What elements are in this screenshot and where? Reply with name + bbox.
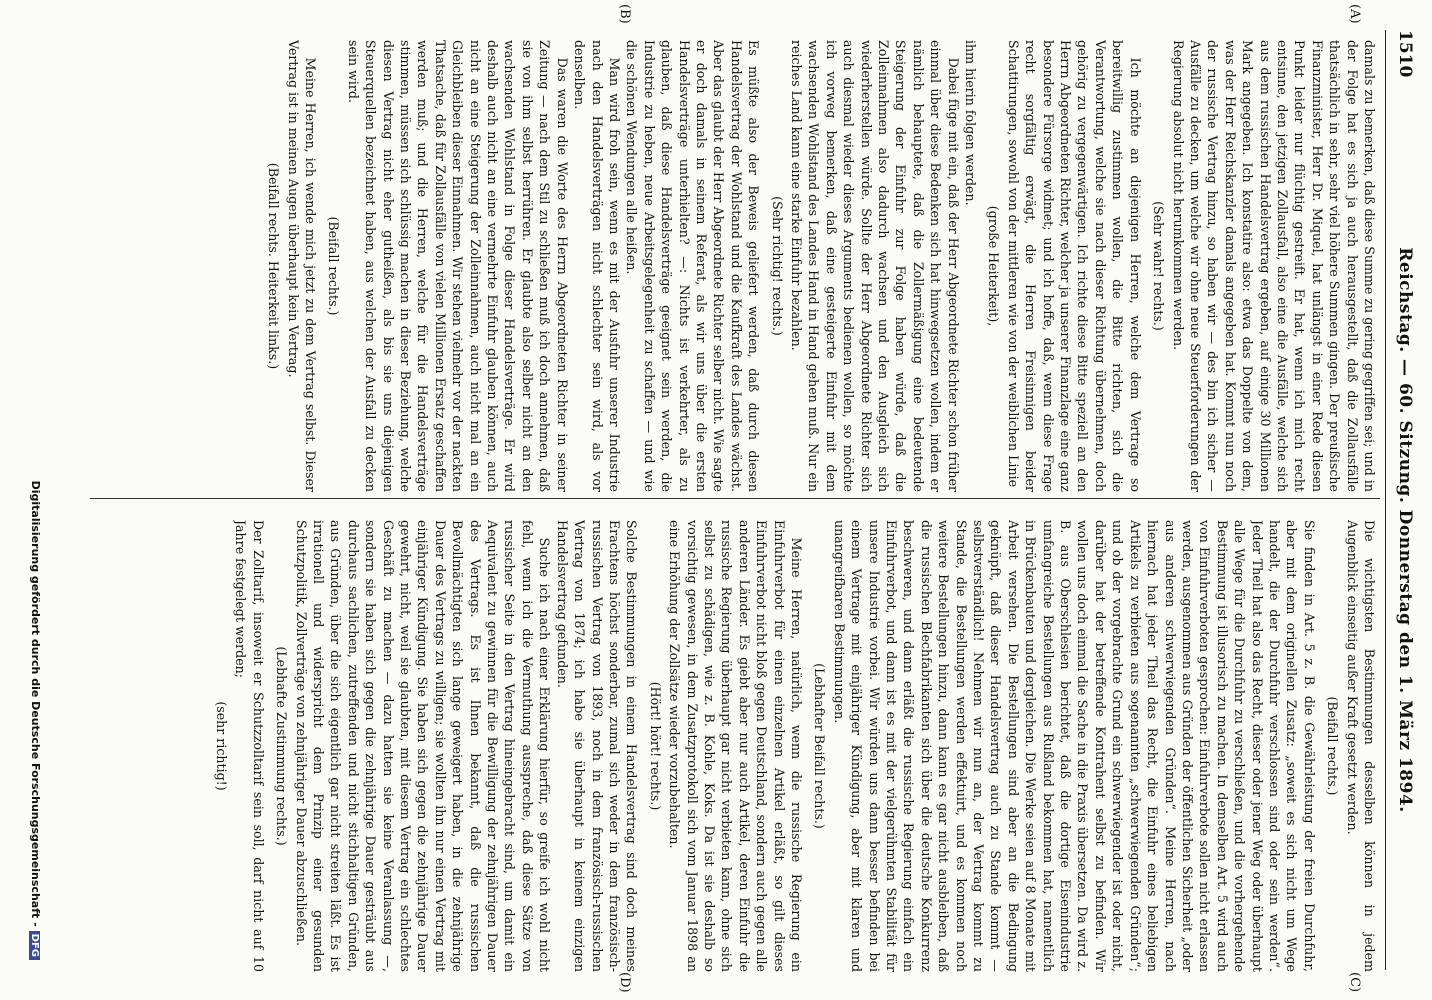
page-number: 1510 xyxy=(1395,30,1415,78)
digitization-credit xyxy=(29,40,42,960)
margin-marker-d: (D) xyxy=(617,972,632,993)
margin-marker-c: (C) xyxy=(1347,972,1362,993)
page-title: Reichstag. — 60. Sitzung. Donnerstag den 1. März 1894. xyxy=(1395,247,1415,813)
interjection: (Lebhafte Zustimmung rechts.) xyxy=(274,646,290,846)
margin-marker-b: (B) xyxy=(617,4,632,24)
paragraph: Ich möchte an diejenigen Herren, welche dem Vertrage so bereitwillig zustimmen wollen, die Bitte richten, sich die Verantwortung, welche sie nach dieser Richtung übernehmen, doch gehörig zu vergegenwärtigen. Ich richte diese Bitte speziell an den Herrn Abgeordneten Richter, welcher ja unserer Finanzlage eine ganz besondere Fürsorge widmet; und ich hoffe, daß, wenn diese Frage recht sorgfältig erwägt, die Herren Freisinnigen beider Schattirungen, sowohl von der mittleren wie von der weiblichen Linie xyxy=(1005,40,1143,492)
margin-marker-a: (A) xyxy=(1347,4,1362,24)
credit-text: Digitalisierung gefördert durch die Deutsche Forschungsgemeinschaft - xyxy=(29,480,42,927)
paragraph: Es müßte also der Beweis geliefert werden, daß durch diesen Handelsvertrag der Wohlstand und die Kaufkraft des Landes wächst. Aber das glaubt der Herr Abgeordnete Richter selber nicht. Wie sagte er doch damals in seinem Referat, als wir uns über die ersten Handelsverträge unterhielten? —: Nichts ist verkehrter, als zu glauben, daß diese Handelsverträge geeignet sein werden, die Industrie zu heben, neue Arbeitsgelegenheit zu schaffen — und wie die schönen Wendungen alle heißen. xyxy=(624,40,762,492)
interjection: (Lebhafter Beifall rechts.) xyxy=(812,663,828,829)
paragraph: Suche ich nach einer Erklärung hierfür, so greife ich wohl nicht fehl, wenn ich die Vermuthung ausspreche, daß diese Sätze von russischer Seite in den Vertrag hineingebracht sind, um damit ein Aequivalent zu gewinnen für die Bewilligung der zehnjährigen Dauer des Vertrags. Es ist Ihnen bekannt, daß die russischen Bevollmächtigten sich lange geweigert haben, in die zehnjährige Dauer des Vertrags zu willigen; sie wollten ihn nur einen Vertrag mit einjähriger Kündigung. Sie haben sich gegen die zehnjährige Dauer gewehrt, nicht, weil sie glaubten, mit diesem Vertrag ein schlechtes Geschäft zu machen — dazu hatten sie keine Veranlassung —, sondern sie haben sich gegen die zehnjährige Dauer gesträubt aus durchaus sachlichen, zutreffenden und nicht stichhaltigen Gründen, aus Gründen, über die sich eigentlich gar nicht streiten läßt. Es ist irrationell und widerspricht dem Prinzip einer gesunden Schutzpolitik, Zollverträge von zehnjähriger Dauer abzuschließen. xyxy=(293,520,553,972)
paragraph: Das waren die Worte des Herrn Abgeordneten Richter in seiner Zeitung — nach dem Stil zu schließen muß ich doch annehmen, daß sie von ihm selbst herrühren. Er glaubte also selber nicht an den wachsenden Wohlstand in Folge dieser Handelsverträge. Er wird deshalb auch nicht an eine vermehrte Einfuhr glauben können, auch nicht an eine Steigerung der Zolleinnahmen, auch nicht mal an ein Gleichbleiben dieser Einnahmen. Wir stehen vielmehr vor der nackten Thatsache, daß für Zollausfälle von vielen Millionen Ersatz geschaffen werden muß; und die Herren, welche für die Handelsverträge stimmen, müssen sich schlüssig machen in dieser Beziehung, welche diesen Vertrag nicht eher gutheißen, als bis sie uns diejenigen Steuerquellen bezeichnet haben, aus welchen der Ausfall zu decken sein wird. xyxy=(345,40,570,492)
dfg-logo: DFG xyxy=(29,931,40,960)
interjection: (Beifall rechts. Heiterkeit links.) xyxy=(266,162,282,370)
paragraph: damals zu bemerken, daß diese Summe zu gering gegriffen sei; und in der Folge hat es sich ja auch herausgestellt, daß die Zollausfälle thatsächlich in sehr, sehr viel höhere Summen gingen. Der preußische Finanzminister, Herr Dr. Miquel, hat unlängst in einer Rede diesen Punkt leider nur flüchtig gestreift. Er hat, wenn ich mich recht entsinne, den jetzigen Zollausfall, also eine die Ausfälle, welche sich aus dem russischen Handelsvertrag ergeben, auf einige 30 Millionen Mark angegeben. Ich konstatire also: etwa das Doppelte von dem, was der Herr Reichskanzler damals angegeben hat. Kommt nun noch der russische Vertrag hinzu, so haben wir — des bin ich sicher — Ausfälle zu decken, um welche wir ohne neue Steuerforderungen der Regierung absolut nicht herumkommen werden. xyxy=(1170,40,1377,492)
paragraph: Solche Bestimmungen in einem Handelsvertrag sind doch meines Erachtens höchst sonderbar, zumal sich weder in dem französisch-russischen Vertrag von 1893, noch in dem französisch-russischen Vertrag von 1874; ich habe sie überhaupt in keinem einzigen Handelsvertrag gefunden. xyxy=(554,520,640,972)
right-text-column xyxy=(88,520,1378,972)
paragraph: Meine Herren, natürlich, wenn die russische Regierung ein Einfuhrverbot für einen einzelnen Artikel erläßt, so gilt dieses Einfuhrverbot nicht bloß gegen Deutschland, sondern auch gegen alle anderen Länder. Es giebt aber nur auch Artikel, deren Einfuhr die russische Regierung überhaupt gar nicht verbieten kann, ohne sich selbst zu schädigen, wie z. B. Kohle, Koks. Da ist sie deshalb so vorsichtig gewesen, in dem Zusatzprotokoll sich vom Januar 1898 an eine Erhöhung der Zollsätze wieder vorzubehalten. xyxy=(667,520,804,972)
paragraph: Der Zolltarif, insoweit er Schutzzolltarif sein soll, darf nicht auf 10 Jahre festgelegt werden; xyxy=(233,520,266,972)
interjection: (sehr richtig!) xyxy=(214,701,229,791)
interjection: (Sehr wahr! rechts.) xyxy=(1151,201,1167,331)
interjection: (Beifall rechts.) xyxy=(1325,696,1341,796)
paragraph: Die wichtigsten Bestimmungen desselben können in jedem Augenblick einseitig außer Kraft gesetzt werden. xyxy=(1344,520,1377,972)
interjection: (große Heiterkeit), xyxy=(986,205,1002,327)
interjection: (Beifall rechts.) xyxy=(326,216,342,316)
left-text-column xyxy=(88,40,1378,492)
paragraph: ihm hierin folgen werden. xyxy=(963,40,979,206)
paragraph: Sie finden in Art. 5 z. B. die Gewährleistung der freien Durchfuhr, aber mit dem originellen Zusatz: „soweit es sich nicht um Wege handelt, die der Durchfuhr verschlossen sind oder sein werden“. Jeder Theil hat also das Recht, dieser oder jener Weg oder überhaupt alle Wege für die Durchfuhr zu verschließen, und die vorhergehende Bestimmung ist illusorisch zu machen. In demselben Art. 5 wird auch von Einfuhrverboten gesprochen: Einfuhrverbote sollen nicht erlassen werden, ausgenommen aus Gründen der öffentlichen Sicherheit „oder aus anderen schwerwiegenden Gründen“. Meine Herren, nach hiernach hat jeder Theil das Recht, die Einfuhr eines beliebigen Artikels zu verbieten aus sogenannten „schwerwiegenden Gründen“; und ob der vorgebrachte Grund ein schwerwiegender ist oder nicht, darüber hat der betreffende Kontrahent selbst zu befinden. Wir wollen uns doch einmal die Sache in die Praxis übersetzen. Da wird z. B. aus Oberschlesien berichtet, daß die dortige Eisenindustrie umfangreiche Bestellungen aus Rußland bekommen hat, namentlich in Brückenbauten und dergleichen. Die Werke seien auf 8 Monate mit Arbeit versehen. Die Bestellungen sind aber an die Bedingung geknüpft, daß dieser Handelsvertrag auch zu Stande kommt — selbstverständlich! Nehmen wir nun an, der Vertrag kommt zu Stande, die Bestellungen werden effektuirt, und es kommen noch weitere Bestellungen hinzu, dann kann es gar nicht ausbleiben, daß die russischen Blechfabrikanten sich über die deutsche Konkurrenz beschweren, und dann erläßt die russische Regierung einfach ein Einfuhrverbot, und dann ist es mit der vielgerühmten Stabilität für unsere Industrie vorbei. Wir würden uns dann besser befinden bei einem Vertrage mit einjähriger Kündigung, aber mit klaren und unangreifbaren Bestimmungen. xyxy=(831,520,1317,972)
header-rule xyxy=(1385,30,1386,970)
page-header xyxy=(1390,30,1420,970)
interjection: (Hört! hört! rechts.) xyxy=(647,681,663,811)
paragraph: Dabei füge mit ein, daß der Herr Abgeordnete Richter schon früher einmal über diese Bedenken sich hat hinwegsetzen wollen, indem er nämlich behauptete, daß die Zollermäßigung eine bedeutende Steigerung der Einfuhr zur Folge haben würde, daß die Zolleinnahmen also dadurch wachsen und den Ausgleich sich wiederherstellen würde. Sollte der Herr Abgeordnete Richter sich auch diesmal wieder dieses Arguments bedienen wollen, so möchte ich vorweg bemerken, daß eine gesteigerte Einfuhr mit dem wachsenden Wohlstand des Landes Hand in Hand gehen muß. Nur ein reiches Land kann eine starke Einfuhr bezahlen. xyxy=(789,40,961,492)
paragraph: Man wird froh sein, wenn es mit der Ausfuhr unserer Industrie nach den Handelsverträgen nicht schlechter sein wird, als vor denselben. xyxy=(572,40,622,492)
interjection: (Sehr richtig! rechts.) xyxy=(769,196,785,336)
column-divider xyxy=(90,498,1380,499)
paragraph: Meine Herren, ich wende mich jetzt zu dem Vertrag selbst. Dieser Vertrag ist in meinen Augen überhaupt kein Vertrag. xyxy=(285,40,319,492)
